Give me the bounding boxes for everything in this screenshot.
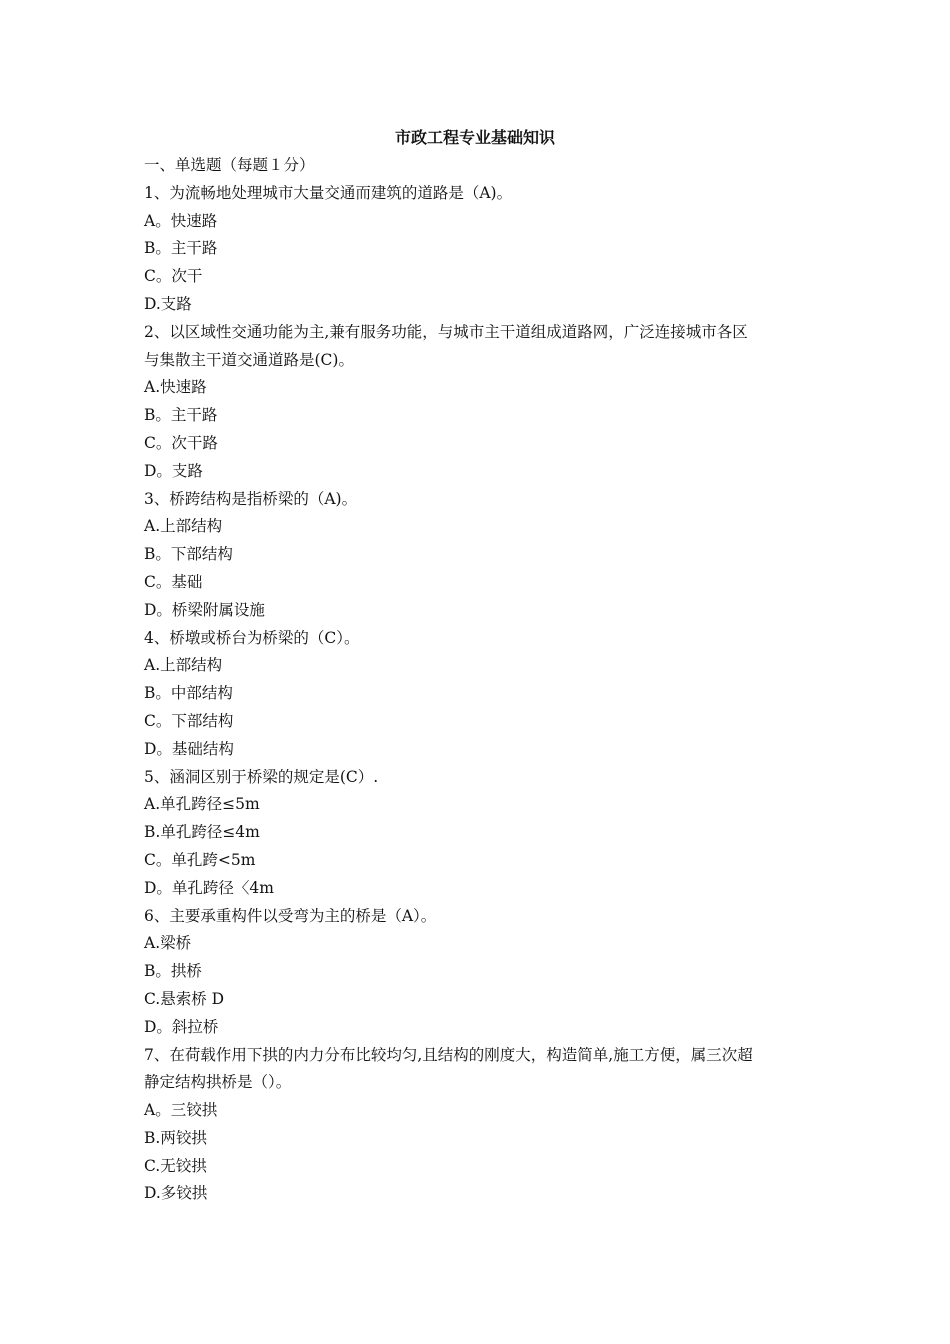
question-3-option-b: B。下部结构 xyxy=(144,545,233,564)
question-4-option-d: D。基础结构 xyxy=(144,739,234,758)
question-2-option-d: D。支路 xyxy=(144,461,203,480)
question-7-option-c: C.无铰拱 xyxy=(144,1156,207,1175)
question-7-option-d: D.多铰拱 xyxy=(144,1184,208,1203)
question-7-option-a: A。三铰拱 xyxy=(144,1101,218,1120)
question-1: 1、为流畅地处理城市大量交通而建筑的道路是（A)。 xyxy=(144,183,513,202)
question-6-option-c: C.悬索桥 D xyxy=(144,989,225,1008)
question-5-option-d: D。单孔跨径〈4m xyxy=(144,878,274,897)
question-2-option-b: B。主干路 xyxy=(144,406,218,425)
question-4-option-c: C。下部结构 xyxy=(144,711,234,730)
document-body xyxy=(144,152,824,1208)
question-2-option-a: A.快速路 xyxy=(144,378,207,397)
question-3: 3、桥跨结构是指桥梁的（A)。 xyxy=(144,489,358,508)
question-5: 5、涵洞区别于桥梁的规定是(C）. xyxy=(144,767,379,786)
document-title: 市政工程专业基础知识 xyxy=(394,128,555,147)
question-6-option-d: D。斜拉桥 xyxy=(144,1017,219,1036)
question-4-option-b: B。中部结构 xyxy=(144,684,233,703)
question-1-option-d: D.支路 xyxy=(144,294,192,313)
question-4: 4、桥墩或桥台为桥梁的（C）。 xyxy=(144,628,360,647)
question-5-option-c: C。单孔跨<5m xyxy=(144,850,256,869)
question-1-option-b: B。主干路 xyxy=(144,239,218,258)
question-3-option-d: D。桥梁附属设施 xyxy=(144,600,265,619)
question-6: 6、主要承重构件以受弯为主的桥是（A）。 xyxy=(144,906,437,925)
question-7-continued: 静定结构拱桥是（）。 xyxy=(144,1073,292,1092)
question-5-option-a: A.单孔跨径≤5m xyxy=(144,795,260,814)
question-7: 7、在荷载作用下拱的内力分布比较均匀,且结构的刚度大，构造简单,施工方便，属三次超 xyxy=(144,1045,753,1064)
question-6-option-b: B。拱桥 xyxy=(144,962,202,981)
question-6-option-a: A.梁桥 xyxy=(144,934,192,953)
question-2: 2、以区域性交通功能为主,兼有服务功能，与城市主干道组成道路网，广泛连接城市各区 xyxy=(144,322,748,341)
question-7-option-b: B.两铰拱 xyxy=(144,1128,207,1147)
question-2-continued: 与集散主干道交通道路是(C)。 xyxy=(144,350,354,369)
question-4-option-a: A.上部结构 xyxy=(144,656,223,675)
question-1-option-c: C。次干 xyxy=(144,267,203,286)
question-3-option-a: A.上部结构 xyxy=(144,517,223,536)
question-5-option-b: B.单孔跨径≤4m xyxy=(144,823,260,842)
question-3-option-c: C。基础 xyxy=(144,572,203,591)
section-heading: 一、单选题（每题１分） xyxy=(144,156,315,174)
question-2-option-c: C。次干路 xyxy=(144,433,218,452)
question-1-option-a: A。快速路 xyxy=(144,211,218,230)
